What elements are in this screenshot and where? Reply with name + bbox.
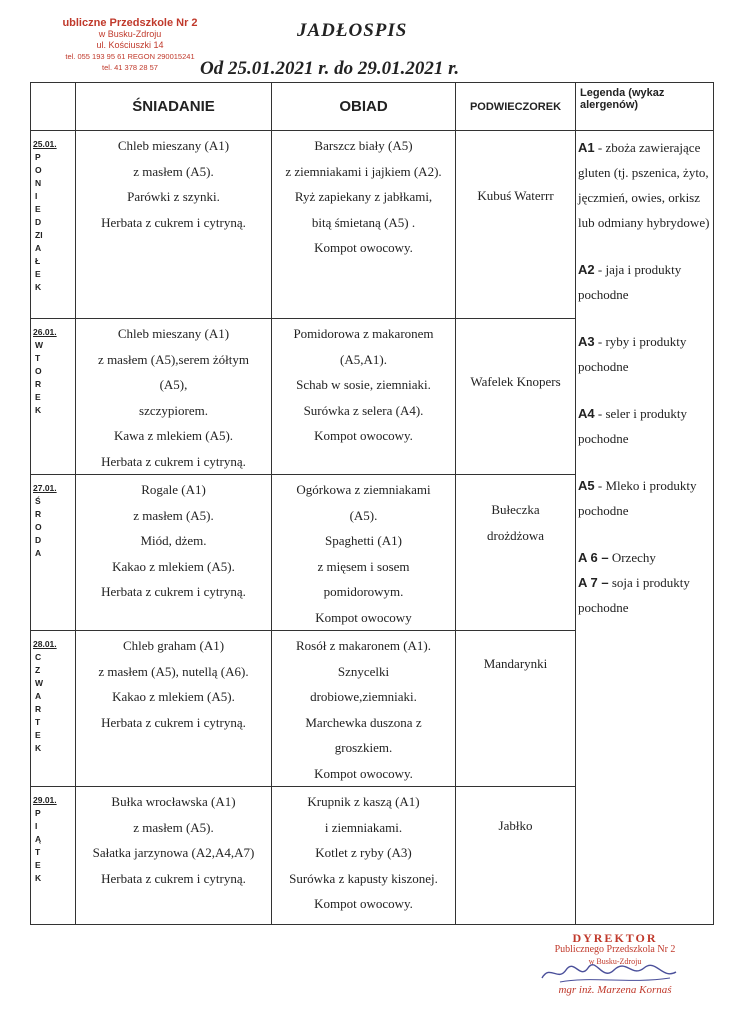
day-name: CZWARTEK (35, 652, 44, 753)
menu-line: Miód, dżem. (140, 533, 207, 548)
menu-line: Bułeczka (491, 502, 540, 517)
legend-item: A 7 – soja i produkty pochodne (578, 575, 690, 615)
menu-line: z masłem (A5), nutellą (A6). (98, 663, 249, 679)
menu-table (30, 82, 714, 925)
day-date: 28.01. (33, 639, 57, 649)
day-date: 25.01. (33, 139, 57, 149)
breakfast-cell (76, 475, 272, 631)
day-label (31, 319, 76, 475)
menu-line: Kompot owocowy (315, 609, 412, 625)
menu-line: Kompot owocowy. (314, 240, 413, 255)
menu-line: (A5), (159, 377, 188, 392)
day-date: 29.01. (33, 795, 57, 805)
handwritten-signature (540, 960, 680, 986)
snack-cell (456, 131, 576, 319)
menu-line: Parówki z szynki. (127, 189, 220, 204)
menu-line: (A5). (349, 507, 378, 523)
menu-line: szczypiorem. (139, 402, 208, 418)
menu-line: Kompot owocowy. (314, 896, 413, 911)
stamp-address: ul. Kościuszki 14 (96, 40, 164, 50)
header-breakfast: ŚNIADANIE (76, 83, 272, 131)
breakfast-cell (76, 131, 272, 319)
menu-line: (A5,A1). (340, 351, 387, 367)
day-row (31, 131, 714, 319)
menu-line: Surówka z selera (A4). (303, 402, 424, 418)
stamp-phone-regon: tel. 055 193 95 61 REGON 290015241 (65, 52, 195, 61)
stamp-name: ubliczne Przedszkole Nr 2 (62, 17, 198, 29)
menu-line: Chleb mieszany (A1) (117, 138, 230, 153)
menu-line: Pomidorowa z makaronem (293, 326, 434, 341)
menu-line: pomidorowym. (323, 584, 404, 599)
snack-cell (456, 319, 576, 475)
lunch-cell (272, 787, 456, 925)
header-snack: PODWIECZOREK (456, 83, 576, 131)
menu-line: z ziemniakami i jajkiem (A2). (285, 163, 442, 179)
menu-line: Herbata z cukrem i cytryną. (101, 214, 246, 230)
day-date: 26.01. (33, 327, 57, 337)
header-row (31, 83, 714, 131)
snack-cell (456, 475, 576, 631)
menu-line: bitą śmietaną (A5) . (311, 214, 416, 230)
menu-line: Marchewka duszona z (305, 714, 422, 730)
header-legend: Legenda (wykaz alergenów) (576, 83, 714, 131)
day-date: 27.01. (33, 483, 57, 493)
legend-item: A3 - ryby i produkty pochodne (578, 334, 687, 374)
menu-line: z mięsem i sosem (317, 558, 410, 574)
lunch-cell (272, 475, 456, 631)
menu-line: Kakao z mlekiem (A5). (112, 689, 235, 704)
menu-line: Sałatka jarzynowa (A2,A4,A7) (92, 845, 255, 860)
breakfast-cell (76, 631, 272, 787)
lunch-cell (272, 319, 456, 475)
menu-line: Surówka z kapusty kiszonej. (289, 870, 438, 886)
menu-line: Sznycelki (337, 663, 390, 679)
menu-line: i ziemniakami. (324, 819, 403, 835)
menu-line: Rosół z makaronem (A1). (295, 638, 432, 653)
director-institution: Publicznego Przedszkola Nr 2 (554, 944, 676, 955)
menu-line: z masłem (A5). (133, 819, 214, 835)
menu-line: Kompot owocowy. (314, 428, 413, 443)
menu-line: Kotlet z ryby (A3) (315, 845, 412, 860)
legend-cell (576, 131, 714, 925)
header-day (31, 83, 76, 131)
day-name: PIĄTEK (35, 808, 42, 883)
legend-item: A2 - jaja i produkty pochodne (578, 262, 682, 302)
date-range: Od 25.01.2021 r. do 29.01.2021 r. (200, 58, 460, 79)
menu-line: Herbata z cukrem i cytryną. (101, 584, 246, 599)
menu-line: z masłem (A5). (133, 507, 214, 523)
menu-line: z masłem (A5). (133, 163, 214, 179)
menu-line: Herbata z cukrem i cytryną. (101, 453, 246, 469)
menu-line: Herbata z cukrem i cytryną. (101, 714, 246, 730)
menu-line: Schab w sosie, ziemniaki. (296, 377, 431, 392)
menu-line: Barszcz biały (A5) (314, 138, 413, 153)
page-title: JADŁOSPIS (297, 20, 408, 41)
menu-line: Mandarynki (483, 656, 548, 671)
menu-line: Bułka wrocławska (A1) (111, 794, 236, 809)
director-name: mgr inż. Marzena Kornaś (558, 984, 672, 996)
day-name: ŚRODA (35, 496, 42, 558)
breakfast-cell (76, 319, 272, 475)
day-label (31, 631, 76, 787)
stamp-phone: tel. 41 378 28 57 (102, 63, 158, 72)
director-city: w Busku-Zdroju (588, 957, 642, 966)
lunch-cell (272, 131, 456, 319)
stamp-city: w Busku-Zdroju (98, 29, 162, 39)
snack-cell (456, 631, 576, 787)
menu-line: Kawa z mlekiem (A5). (113, 428, 234, 443)
legend-item: A5 - Mleko i produkty pochodne (578, 478, 697, 518)
menu-line: Rogale (A1) (141, 482, 206, 497)
header-lunch: OBIAD (272, 83, 456, 131)
menu-line: Krupnik z kaszą (A1) (307, 794, 420, 809)
menu-line: Kompot owocowy. (314, 765, 413, 781)
menu-line: drobiowe,ziemniaki. (310, 689, 417, 704)
day-label (31, 131, 76, 319)
legend-item: A1 - zboża zawierające gluten (tj. pszenica, żyto, jęczmień, owies, orkisz lub odmiany hybrydowe) (578, 140, 710, 230)
menu-line: Chleb graham (A1) (122, 638, 225, 653)
menu-line: Kakao z mlekiem (A5). (112, 558, 235, 574)
menu-line: drożdżowa (486, 527, 545, 543)
menu-line: Herbata z cukrem i cytryną. (101, 870, 246, 886)
lunch-cell (272, 631, 456, 787)
menu-line: Ryż zapiekany z jabłkami, (294, 189, 433, 204)
menu-line: Jabłko (498, 818, 533, 833)
day-label (31, 787, 76, 925)
director-title: DYREKTOR (572, 931, 658, 945)
breakfast-cell (76, 787, 272, 925)
menu-line: Wafelek Knopers (470, 374, 561, 389)
day-name: WTOREK (35, 340, 44, 415)
legend-item: A 6 – Orzechy (578, 550, 656, 565)
day-label (31, 475, 76, 631)
day-name: PONIEDZIAŁEK (35, 152, 43, 292)
menu-line: Spaghetti (A1) (325, 533, 402, 548)
menu-line: Chleb mieszany (A1) (117, 326, 230, 341)
menu-line: Kubuś Waterrr (477, 188, 554, 203)
menu-line: Ogórkowa z ziemniakami (296, 482, 431, 497)
snack-cell (456, 787, 576, 925)
menu-line: groszkiem. (334, 740, 393, 755)
legend-item: A4 - seler i produkty pochodne (578, 406, 688, 446)
menu-line: z masłem (A5),serem żółtym (98, 351, 249, 367)
